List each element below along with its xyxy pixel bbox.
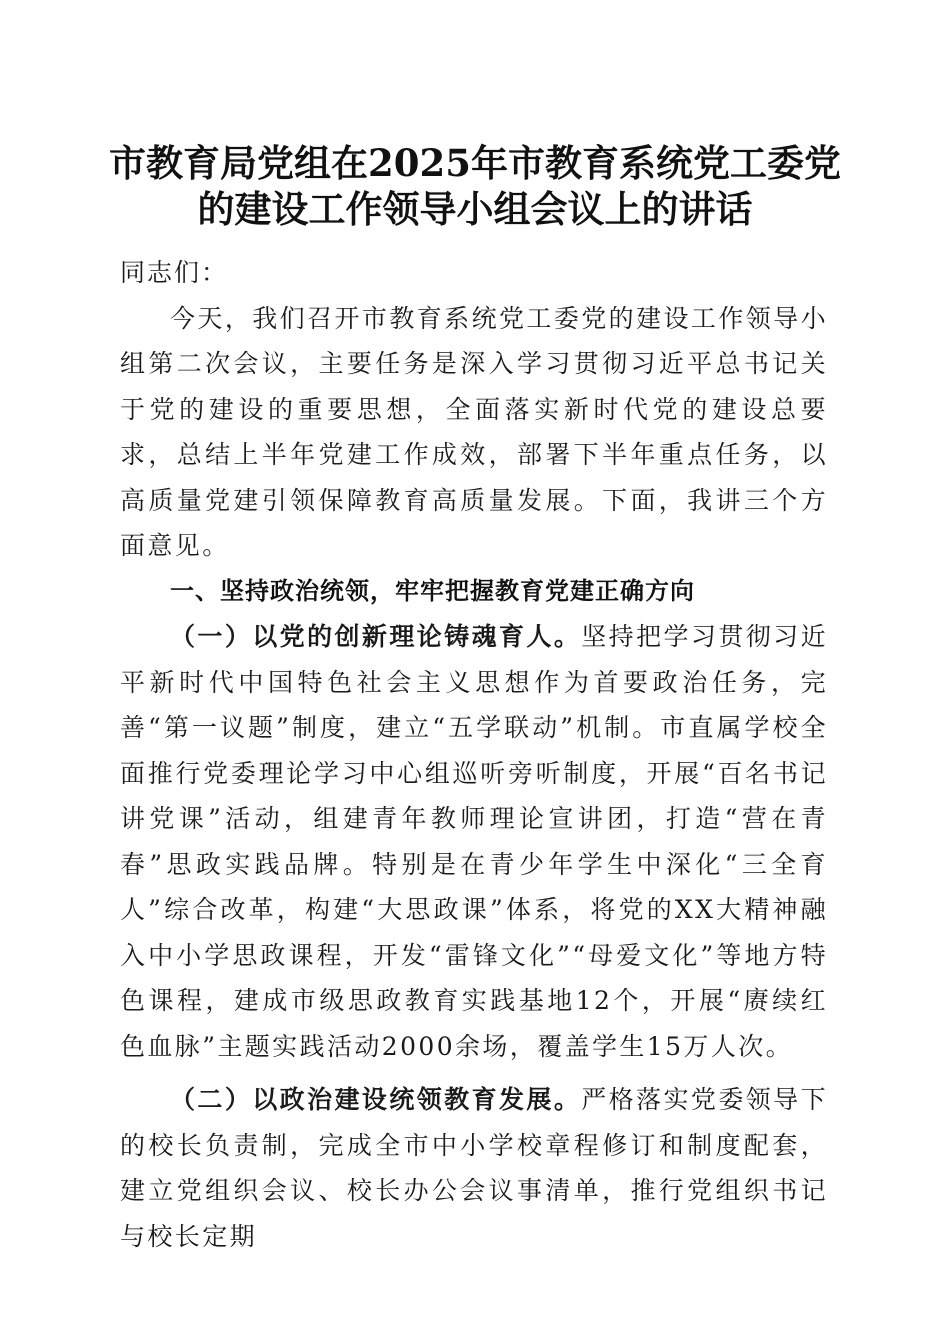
document-body [120,250,828,1259]
section-heading-1: 一、坚持政治统领，牢牢把握教育党建正确方向 [170,576,695,605]
subsection-paragraph-1 [120,614,828,1069]
document-title [100,140,850,232]
subsection-paragraph-2 [120,1077,828,1259]
subsection-lead-2: （二）以政治建设统领教育发展。 [170,1085,582,1114]
title-line-2: 的建设工作领导小组会议上的讲话 [197,187,753,231]
greeting: 同志们： [120,258,229,287]
subsection-body-2: 严格落实党委领导下的校长负责制，完成全市中小学校章程修订和制度配套，建立党组织会议、校长办公会议事清单，推行党组织书记与校长定期 [120,1085,828,1251]
subsection-body-1: 坚持把学习贯彻习近平新时代中国特色社会主义思想作为首要政治任务，完善“第一议题”制度，建立“五学联动”机制。市直属学校全面推行党委理论学习中心组巡听旁听制度，开展“百名书记讲党课”活动，组建青年教师理论宣讲团，打造“营在青春”思政实践品牌。特别是在青少年学生中深化“三全育人”综合改革，构建“大思政课”体系，将党的XX大精神融入中小学思政课程，开发“雷锋文化”“母爱文化”等地方特色课程，建成市级思政教育实践基地12个，开展“赓续红色血脉”主题实践活动2000余场，覆盖学生15万人次。 [120,622,828,1061]
intro-paragraph: 今天，我们召开市教育系统党工委党的建设工作领导小组第二次会议，主要任务是深入学习贯彻习近平总书记关于党的建设的重要思想，全面落实新时代党的建设总要求，总结上半年党建工作成效，部署下半年重点任务，以高质量党建引领保障教育高质量发展。下面，我讲三个方面意见。 [120,303,828,560]
subsection-lead-1: （一）以党的创新理论铸魂育人。 [170,622,582,651]
paragraph-gap [120,1069,828,1077]
title-line-1: 市教育局党组在2025年市教育系统党工委党 [109,141,841,185]
